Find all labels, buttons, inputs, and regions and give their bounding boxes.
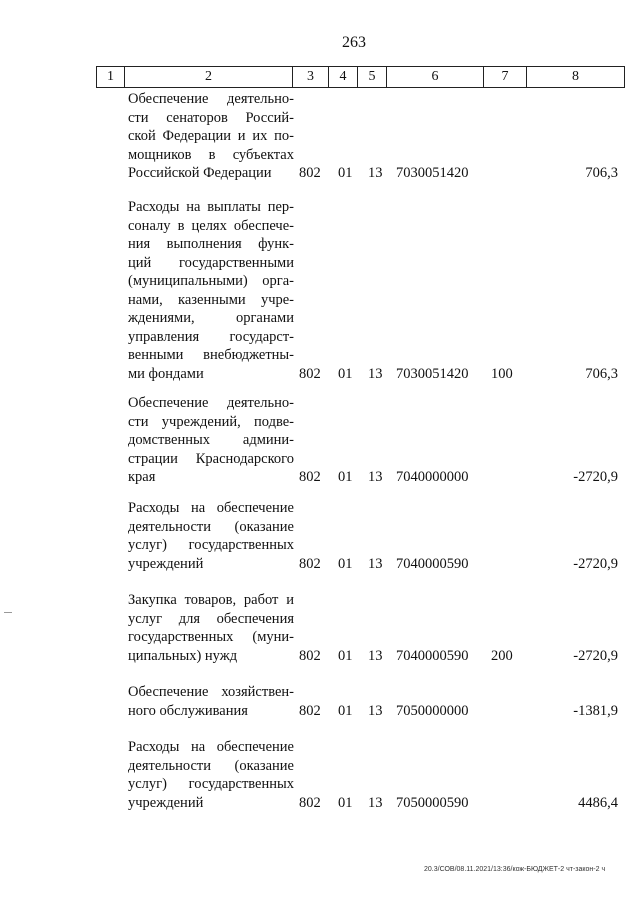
amount-value: -2720,9 (573, 469, 618, 485)
description-line: Закупка товаров, работ и (128, 592, 294, 608)
description-line: Расходы на обеспечение (128, 500, 294, 516)
row-description (128, 683, 294, 720)
column-header-4: 4 (329, 67, 358, 88)
description-line: деятельности (оказание (128, 518, 294, 535)
expense-type-code: 100 (491, 365, 513, 382)
subsection-code: 13 (368, 469, 383, 485)
column-header-6: 6 (387, 67, 484, 88)
row-description (128, 738, 294, 812)
section-code: 01 (338, 702, 353, 719)
description-line: нами, казенными учре- (128, 291, 294, 308)
column-header-2: 2 (125, 67, 293, 88)
target-article-code: 7050000590 (396, 794, 469, 811)
description-line: Обеспечение деятельно- (128, 395, 294, 411)
description-line: услуг) государственных (128, 537, 294, 553)
description-line: учреждений (128, 794, 204, 811)
row-description (128, 394, 294, 487)
description-line: края (128, 469, 156, 485)
row-description (128, 591, 294, 665)
margin-mark (4, 612, 12, 613)
budget-row (0, 499, 640, 573)
amount-value: -1381,9 (573, 702, 618, 719)
admin-code: 802 (299, 794, 321, 811)
subsection-code: 13 (368, 365, 383, 382)
description-line: страции Краснодарского (128, 450, 294, 467)
budget-row (0, 394, 640, 487)
target-article-code: 7050000000 (396, 702, 469, 719)
amount-value: 706,3 (585, 365, 618, 382)
section-code: 01 (338, 555, 353, 572)
section-code: 01 (338, 647, 353, 664)
column-header-8: 8 (527, 67, 625, 88)
column-header-5: 5 (358, 67, 387, 88)
description-line: венными внебюджетны- (128, 347, 294, 363)
amount-value: 706,3 (585, 165, 618, 181)
subsection-code: 13 (368, 702, 383, 719)
section-code: 01 (338, 365, 353, 382)
description-line: услуг для обеспечения (128, 610, 294, 627)
amount-value: 4486,4 (578, 794, 618, 811)
admin-code: 802 (299, 702, 321, 719)
amount-value: -2720,9 (573, 555, 618, 572)
budget-row (0, 738, 640, 812)
target-article-code: 7040000000 (396, 469, 469, 485)
admin-code: 802 (299, 555, 321, 572)
column-header-7: 7 (484, 67, 527, 88)
row-description (128, 198, 294, 383)
target-article-code: 7040000590 (396, 647, 469, 664)
description-line: мощников в субъектах (128, 146, 294, 163)
row-description (128, 499, 294, 573)
budget-row (0, 198, 640, 383)
description-line: услуг) государственных (128, 776, 294, 792)
description-line: ного обслуживания (128, 702, 248, 719)
description-line: (муниципальными) орга- (128, 273, 294, 289)
description-line: ской Федерации и их по- (128, 128, 294, 144)
budget-row (0, 591, 640, 665)
admin-code: 802 (299, 365, 321, 382)
subsection-code: 13 (368, 794, 383, 811)
description-line: Российской Федерации (128, 165, 272, 181)
description-line: ми фондами (128, 365, 204, 382)
column-header-table (96, 66, 625, 88)
description-line: Расходы на выплаты пер- (128, 199, 294, 215)
target-article-code: 7040000590 (396, 555, 469, 572)
description-line: сти учреждений, подве- (128, 413, 294, 430)
admin-code: 802 (299, 647, 321, 664)
description-line: учреждений (128, 555, 204, 572)
page-number: 263 (342, 34, 366, 51)
description-line: ципальных) нужд (128, 647, 238, 664)
description-line: Обеспечение хозяйствен- (128, 684, 294, 700)
description-line: деятельности (оказание (128, 757, 294, 774)
target-article-code: 7030051420 (396, 365, 469, 382)
description-line: Расходы на обеспечение (128, 739, 294, 755)
document-footer-stamp: 20.3/СОВ/08.11.2021/13:36/кож-БЮДЖЕТ-2 чт-закон-2 ч (424, 866, 606, 873)
description-line: сти сенаторов Россий- (128, 109, 294, 126)
column-header-row (97, 67, 625, 88)
column-header-1: 1 (97, 67, 125, 88)
budget-row (0, 90, 640, 183)
subsection-code: 13 (368, 647, 383, 664)
amount-value: -2720,9 (573, 647, 618, 664)
section-code: 01 (338, 165, 353, 181)
description-line: управления государст- (128, 328, 294, 345)
admin-code: 802 (299, 469, 321, 485)
description-line: ния выполнения функ- (128, 236, 294, 252)
description-line: соналу в целях обеспече- (128, 217, 294, 234)
target-article-code: 7030051420 (396, 165, 469, 181)
budget-row (0, 683, 640, 720)
subsection-code: 13 (368, 555, 383, 572)
description-line: государственных (муни- (128, 629, 294, 645)
admin-code: 802 (299, 165, 321, 181)
description-line: домственных админи- (128, 432, 294, 448)
column-header-3: 3 (293, 67, 329, 88)
subsection-code: 13 (368, 165, 383, 181)
description-line: ждениями, органами (128, 310, 294, 326)
section-code: 01 (338, 794, 353, 811)
section-code: 01 (338, 469, 353, 485)
expense-type-code: 200 (491, 647, 513, 664)
description-line: Обеспечение деятельно- (128, 91, 294, 107)
description-line: ций государственными (128, 254, 294, 271)
row-description (128, 90, 294, 183)
